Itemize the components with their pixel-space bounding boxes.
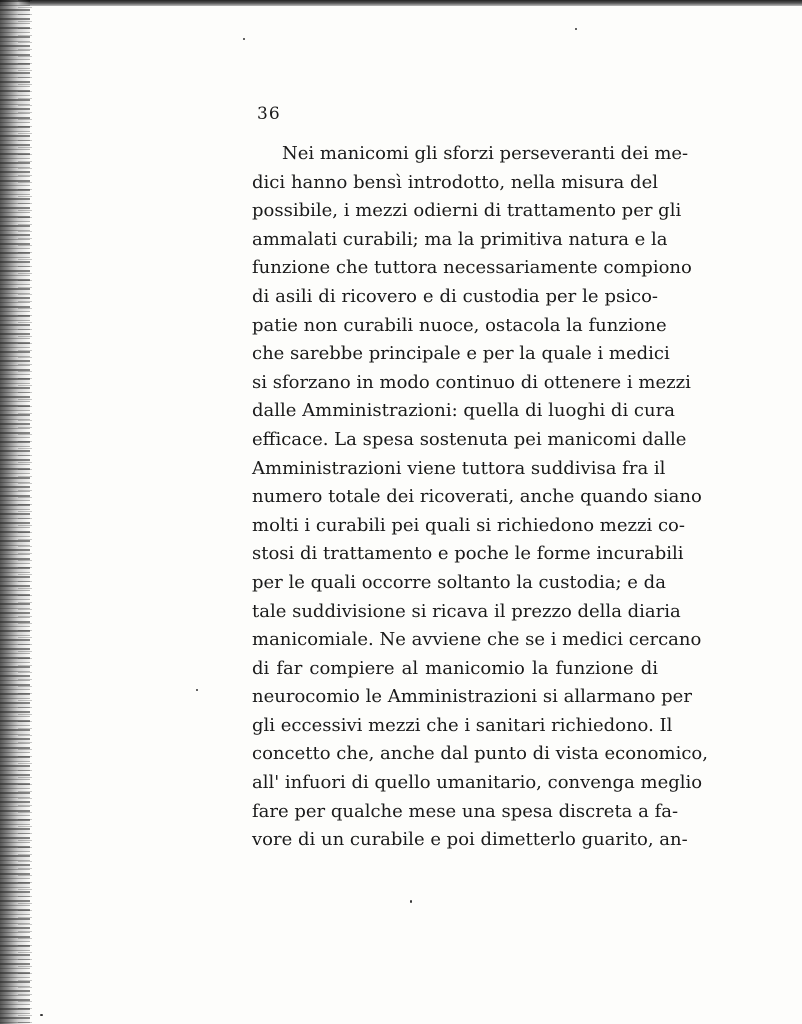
text-line: di far compiere al manicomio la funzione di	[252, 657, 658, 679]
text-line: patie non curabili nuoce, ostacola la funzione	[252, 314, 667, 336]
text-line: per le quali occorre soltanto la custodia; e da	[252, 571, 666, 593]
scan-speck	[410, 900, 412, 903]
text-line: Amministrazioni viene tuttora suddivisa fra il	[252, 457, 666, 479]
text-line: concetto che, anche dal punto di vista economico,	[252, 743, 708, 765]
text-line: ammalati curabili; ma la primitiva natura e la	[252, 228, 668, 250]
scan-speck	[575, 28, 577, 30]
book-binding-edge	[0, 0, 30, 1024]
scan-speck	[196, 689, 198, 691]
text-line: numero totale dei ricoverati, anche quando siano	[252, 486, 702, 508]
text-line: funzione che tuttora necessariamente compiono	[252, 257, 692, 279]
text-line: neurocomio le Amministrazioni si allarmano per	[252, 686, 692, 708]
text-line: dici hanno bensì introdotto, nella misura del	[252, 171, 658, 193]
body-text	[252, 140, 708, 855]
scan-speck	[40, 1014, 43, 1016]
text-line: vore di un curabile e poi dimetterlo guarito, an-	[252, 829, 688, 851]
text-line: si sforzano in modo continuo di ottenere i mezzi	[252, 371, 691, 393]
text-line: all' infuori di quello umanitario, convenga meglio	[252, 772, 703, 794]
text-line: di asili di ricovero e di custodia per le psico-	[252, 285, 658, 307]
text-line: gli eccessivi mezzi che i sanitari richiedono. Il	[252, 714, 673, 736]
text-line: efficace. La spesa sostenuta pei manicomi dalle	[252, 428, 687, 450]
text-line: che sarebbe principale e per la quale i medici	[252, 343, 670, 365]
page-number: 36	[257, 104, 281, 124]
text-line: Nei manicomi gli sforzi perseveranti dei me-	[282, 143, 689, 164]
text-line: fare per qualche mese una spesa discreta a fa-	[252, 800, 679, 822]
text-line: possibile, i mezzi odierni di trattamento per gli	[252, 200, 682, 222]
text-line: stosi di trattamento e poche le forme incurabili	[252, 543, 684, 565]
text-line: dalle Amministrazioni: quella di luoghi di cura	[252, 400, 675, 422]
page-top-edge	[0, 0, 802, 6]
scan-speck	[243, 38, 245, 40]
text-line: molti i curabili pei quali si richiedono mezzi co-	[252, 514, 685, 536]
text-line: tale suddivisione si ricava il prezzo della diaria	[252, 600, 681, 622]
text-line: manicomiale. Ne avviene che se i medici cercano	[252, 629, 702, 651]
